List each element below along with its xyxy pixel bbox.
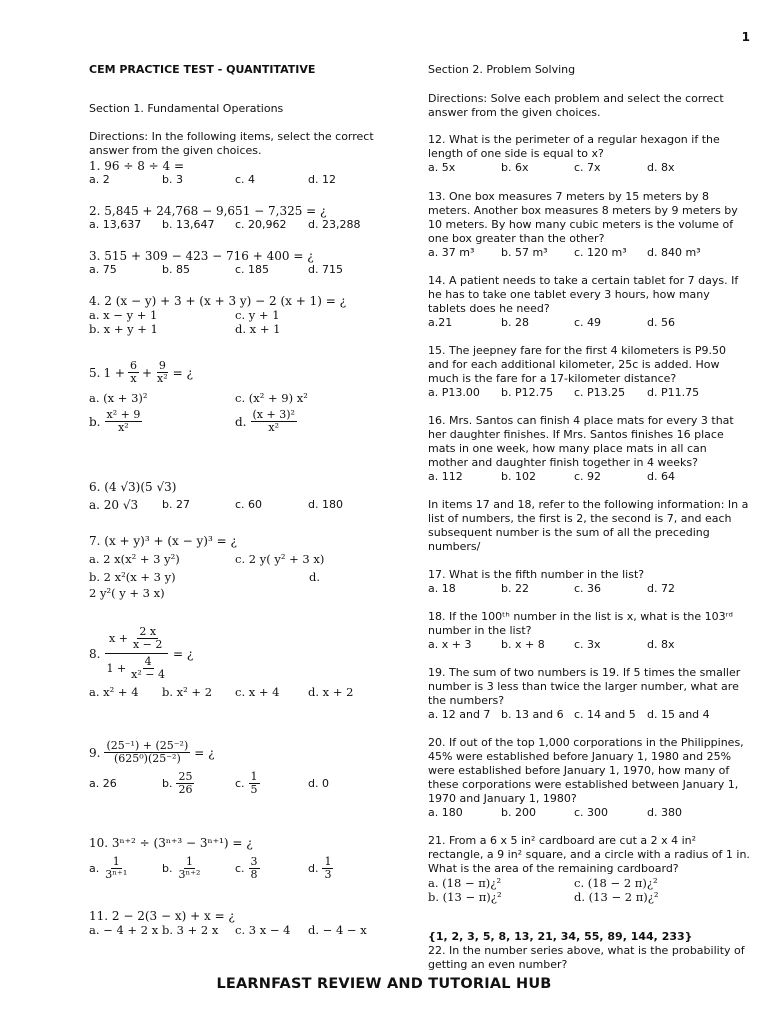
- option-b[interactable]: b. 3: [162, 173, 183, 186]
- question-stem: 4. 2 (x − y) + 3 + (x + 3 y) − 2 (x + 1) = ¿: [89, 294, 347, 308]
- question-1: [89, 159, 401, 187]
- option-a[interactable]: a. 37 m³: [428, 246, 475, 259]
- option-d[interactable]: d. 8x: [647, 161, 675, 174]
- option-b[interactable]: b. 85: [162, 263, 190, 276]
- option-b[interactable]: b. 6x: [501, 161, 529, 174]
- question-stem: 2. 5,845 + 24,768 − 9,651 − 7,325 = ¿: [89, 204, 327, 218]
- question-stem: 12. What is the perimeter of a regular hexagon if the length of one side is equal to x?: [428, 133, 720, 160]
- option-a[interactable]: a. 12 and 7: [428, 708, 491, 721]
- option-b[interactable]: b. 13 and 6: [501, 708, 564, 721]
- question-15: [428, 344, 750, 400]
- fraction: $\frac{9}{\text{x²}}$: [157, 359, 168, 385]
- question-number: 8.: [89, 646, 101, 661]
- option-d-label[interactable]: d.: [309, 570, 321, 584]
- question-stem: 21. From a 6 x 5 in² cardboard are cut a 2 x 4 in² rectangle, a 9 in² square, and a circle with a radius of 1 in. What is the area of the remaining cardboard?: [428, 834, 750, 875]
- option-b[interactable]: b. 2 x²(x + 3 y): [89, 570, 176, 584]
- question-stem: 3. 515 + 309 − 423 − 716 + 400 = ¿: [89, 249, 314, 263]
- option-a[interactable]: a. 180: [428, 806, 463, 819]
- option-b[interactable]: b. x² + 9 x²: [89, 408, 141, 434]
- option-d[interactable]: d. 180: [308, 498, 343, 511]
- question-stem: 15. The jeepney fare for the first 4 kilometers is P9.50 and for each additional kilometer, 25c is added. How much is the fare for a 17-kilometer distance?: [428, 344, 727, 385]
- question-stem: 14. A patient needs to take a certain tablet for 7 days. If he has to take one tablet every 3 hours, how many tablets does he need?: [428, 274, 739, 315]
- option-a[interactable]: a. − 4 + 2 x: [89, 923, 159, 937]
- option-c[interactable]: c. 92: [574, 470, 602, 483]
- question-7: [89, 534, 401, 600]
- option-d[interactable]: d. 1 3: [308, 855, 332, 881]
- option-c[interactable]: c. x + 4: [235, 685, 280, 699]
- option-a[interactable]: a. 112: [428, 470, 463, 483]
- option-c[interactable]: c. 4: [235, 173, 256, 186]
- section-2-directions: Directions: Solve each problem and select the correct answer from the given choices.: [428, 92, 724, 119]
- option-d[interactable]: d. 715: [308, 263, 343, 276]
- option-c[interactable]: c. 300: [574, 806, 609, 819]
- question-6: [89, 480, 401, 512]
- option-c[interactable]: c. 185: [235, 263, 270, 276]
- option-c[interactable]: c. 60: [235, 498, 263, 511]
- question-10: [89, 836, 401, 881]
- option-c[interactable]: c. 3 x − 4: [235, 923, 291, 937]
- option-c[interactable]: c. 36: [574, 582, 602, 595]
- option-b[interactable]: b. 25 26: [162, 770, 193, 796]
- option-c[interactable]: c. 7x: [574, 161, 601, 174]
- option-b[interactable]: b. 102: [501, 470, 536, 483]
- question-8: 8. x + $\frac{2 x}{x - 2}$ 1 + $\frac{4}{\text{x² − 4}}$ = ¿ a. x² + 4 b. x² + 2 c. x + 4 d. x + 2: [89, 626, 401, 699]
- option-b[interactable]: b. 13,647: [162, 218, 215, 231]
- option-a[interactable]: a. x − y + 1: [89, 308, 158, 322]
- option-b[interactable]: b. P12.75: [501, 386, 554, 399]
- option-d[interactable]: d. x + 1: [235, 322, 281, 336]
- option-d[interactable]: d. − 4 − x: [308, 923, 367, 937]
- question-stem: 17. What is the fifth number in the list?: [428, 568, 645, 581]
- question-stem: 6. (4 √3)(5 √3): [89, 480, 177, 494]
- question-3: [89, 249, 401, 277]
- term: 1 +: [103, 365, 125, 380]
- option-b[interactable]: b. (13 − π)¿²: [428, 890, 502, 904]
- question-4: [89, 294, 401, 336]
- option-c[interactable]: c. 1 5: [235, 770, 258, 796]
- option-d[interactable]: 2 y²( y + 3 x): [89, 586, 165, 600]
- option-a[interactable]: a. x + 3: [428, 638, 472, 651]
- option-b[interactable]: b. 1 3ⁿ⁺²: [162, 855, 201, 881]
- option-d[interactable]: d. 380: [647, 806, 682, 819]
- reference-info: In items 17 and 18, refer to the following information: In a list of numbers, the first is 2, the second is 7, and each subsequent number is the sum of all the preceding numbers/: [428, 498, 749, 553]
- option-a[interactable]: a. 26: [89, 776, 117, 790]
- option-b[interactable]: b. 200: [501, 806, 536, 819]
- section-1-heading: Section 1. Fundamental Operations: [89, 102, 284, 115]
- option-c[interactable]: c. y + 1: [235, 308, 280, 322]
- option-d[interactable]: d. 56: [647, 316, 675, 329]
- option-c[interactable]: c. (x² + 9) x²: [235, 391, 308, 405]
- question-12: [428, 133, 750, 175]
- option-d[interactable]: d. 72: [647, 582, 675, 595]
- option-a[interactable]: a. 2 x(x² + 3 y²): [89, 552, 180, 566]
- option-a[interactable]: a. P13.00: [428, 386, 480, 399]
- question-stem: 10. 3ⁿ⁺² ÷ (3ⁿ⁺³ − 3ⁿ⁺¹) = ¿: [89, 836, 253, 850]
- option-a[interactable]: a. 13,637: [89, 218, 142, 231]
- question-stem: 22. In the number series above, what is the probability of getting an even number?: [428, 944, 745, 971]
- question-stem: 13. One box measures 7 meters by 15 meters by 8 meters. Another box measures 8 meters by 9 meters by 10 meters. By how many cubic meters is the volume of one box greater than the other?: [428, 190, 738, 245]
- fraction: $\frac{6}{x}$: [129, 359, 137, 385]
- option-c[interactable]: c. 2 y( y² + 3 x): [235, 552, 325, 566]
- question-13: [428, 190, 750, 260]
- question-19: [428, 666, 750, 722]
- question-5: 5. 1 + $\frac{6}{x}$ + $\frac{9}{\text{x²}}$ = ¿ a. (x + 3)² c. (x² + 9) x² b. x² + 9 x² d. (x + 3)² x²: [89, 359, 308, 434]
- option-a[interactable]: a. x² + 4: [89, 685, 139, 699]
- option-c[interactable]: c. 20,962: [235, 218, 287, 231]
- question-stem: 1. 96 ÷ 8 ÷ 4 =: [89, 159, 185, 173]
- question-22: [428, 944, 750, 972]
- option-b[interactable]: b. x + 8: [501, 638, 545, 651]
- question-2: [89, 204, 401, 232]
- option-c[interactable]: c. 3x: [574, 638, 601, 651]
- question-9: 9. $\frac{\text{(25⁻¹) + (25⁻²)}}{\text{(625⁰)(25⁻²)}}$ = ¿ a. 26 b. 25 26 c. 1 5 d. 0: [89, 740, 401, 796]
- question-14: [428, 274, 750, 330]
- page-number: 1: [741, 30, 750, 44]
- number-series: {1, 2, 3, 5, 8, 13, 21, 34, 55, 89, 144, 233}: [428, 930, 693, 943]
- option-c[interactable]: c. 3 8: [235, 855, 258, 881]
- option-c[interactable]: c. P13.25: [574, 386, 626, 399]
- footer-banner: LEARNFAST REVIEW AND TUTORIAL HUB: [216, 976, 552, 992]
- option-a[interactable]: a. 20 √3: [89, 498, 139, 512]
- option-a[interactable]: a. (x + 3)²: [89, 391, 148, 405]
- option-b[interactable]: b. 28: [501, 316, 529, 329]
- option-d[interactable]: d. x + 2: [308, 685, 354, 699]
- option-d[interactable]: d. (x + 3)² x²: [235, 408, 295, 434]
- option-d[interactable]: d. 15 and 4: [647, 708, 710, 721]
- option-d[interactable]: d. 840 m³: [647, 246, 701, 259]
- option-b[interactable]: b. x² + 2: [162, 685, 213, 699]
- fraction: $\frac{\text{(25⁻¹) + (25⁻²)}}{\text{(625⁰)(25⁻²)}}$: [106, 739, 189, 765]
- option-c[interactable]: c. (18 − 2 π)¿²: [574, 876, 658, 890]
- option-a[interactable]: a. 1 3ⁿ⁺¹: [89, 855, 128, 881]
- option-a[interactable]: a. 5x: [428, 161, 456, 174]
- question-stem: 16. Mrs. Santos can finish 4 place mats for every 3 that her daughter finishes. If Mrs. Santos finishes 16 place mats in one week, how many place mats in all can mother and daughter finish together in 4 weeks?: [428, 414, 734, 469]
- complex-fraction: x + $\frac{2 x}{x - 2}$ 1 + $\frac{4}{\text{x² − 4}}$: [104, 626, 169, 681]
- question-stem: 19. The sum of two numbers is 19. If 5 times the smaller number is 3 less than twice the larger number, what are the numbers?: [428, 666, 741, 707]
- question-stem: 7. (x + y)³ + (x − y)³ = ¿: [89, 534, 237, 548]
- option-c[interactable]: c. 14 and 5: [574, 708, 636, 721]
- option-b[interactable]: b. 3 + 2 x: [162, 923, 219, 937]
- section-2-heading: Section 2. Problem Solving: [428, 63, 576, 76]
- option-d[interactable]: d. (13 − 2 π)¿²: [574, 890, 659, 904]
- option-d[interactable]: d. 12: [308, 173, 336, 186]
- option-a[interactable]: a. 18: [428, 582, 456, 595]
- option-d[interactable]: d. 64: [647, 470, 675, 483]
- question-21: [428, 834, 750, 904]
- section-1-directions: Directions: In the following items, select the correct answer from the given choices.: [89, 130, 374, 157]
- question-stem: 11. 2 − 2(3 − x) + x = ¿: [89, 909, 235, 923]
- question-stem: 20. If out of the top 1,000 corporations in the Philippines, 45% were established before January 1, 1980 and 25% were established before January 1, 1970, how many of these corporations were established between January 1, 1970 and January 1, 1980?: [428, 736, 744, 805]
- question-20: [428, 736, 750, 820]
- option-a[interactable]: a. 75: [89, 263, 117, 276]
- option-a[interactable]: a. (18 − π)¿²: [428, 876, 502, 890]
- question-16: [428, 414, 750, 484]
- option-b[interactable]: b. 22: [501, 582, 529, 595]
- question-11: [89, 909, 401, 937]
- option-d[interactable]: d. 8x: [647, 638, 675, 651]
- option-c[interactable]: c. 120 m³: [574, 246, 627, 259]
- test-title: CEM PRACTICE TEST - QUANTITATIVE: [89, 63, 316, 76]
- option-b[interactable]: b. 27: [162, 498, 190, 511]
- option-b[interactable]: b. 57 m³: [501, 246, 548, 259]
- question-18: [428, 610, 750, 652]
- option-a[interactable]: a.21: [428, 316, 453, 329]
- option-b[interactable]: b. x + y + 1: [89, 322, 158, 336]
- question-number: 5.: [89, 365, 101, 380]
- question-number: 9.: [89, 745, 101, 760]
- option-d[interactable]: d. 23,288: [308, 218, 361, 231]
- question-stem: 18. If the 100ᵗʰ number in the list is x, what is the 103ʳᵈ number in the list?: [428, 610, 733, 637]
- option-c[interactable]: c. 49: [574, 316, 602, 329]
- option-d[interactable]: d. P11.75: [647, 386, 700, 399]
- option-d[interactable]: d. 0: [308, 776, 329, 790]
- option-a[interactable]: a. 2: [89, 173, 110, 186]
- question-17: [428, 568, 750, 596]
